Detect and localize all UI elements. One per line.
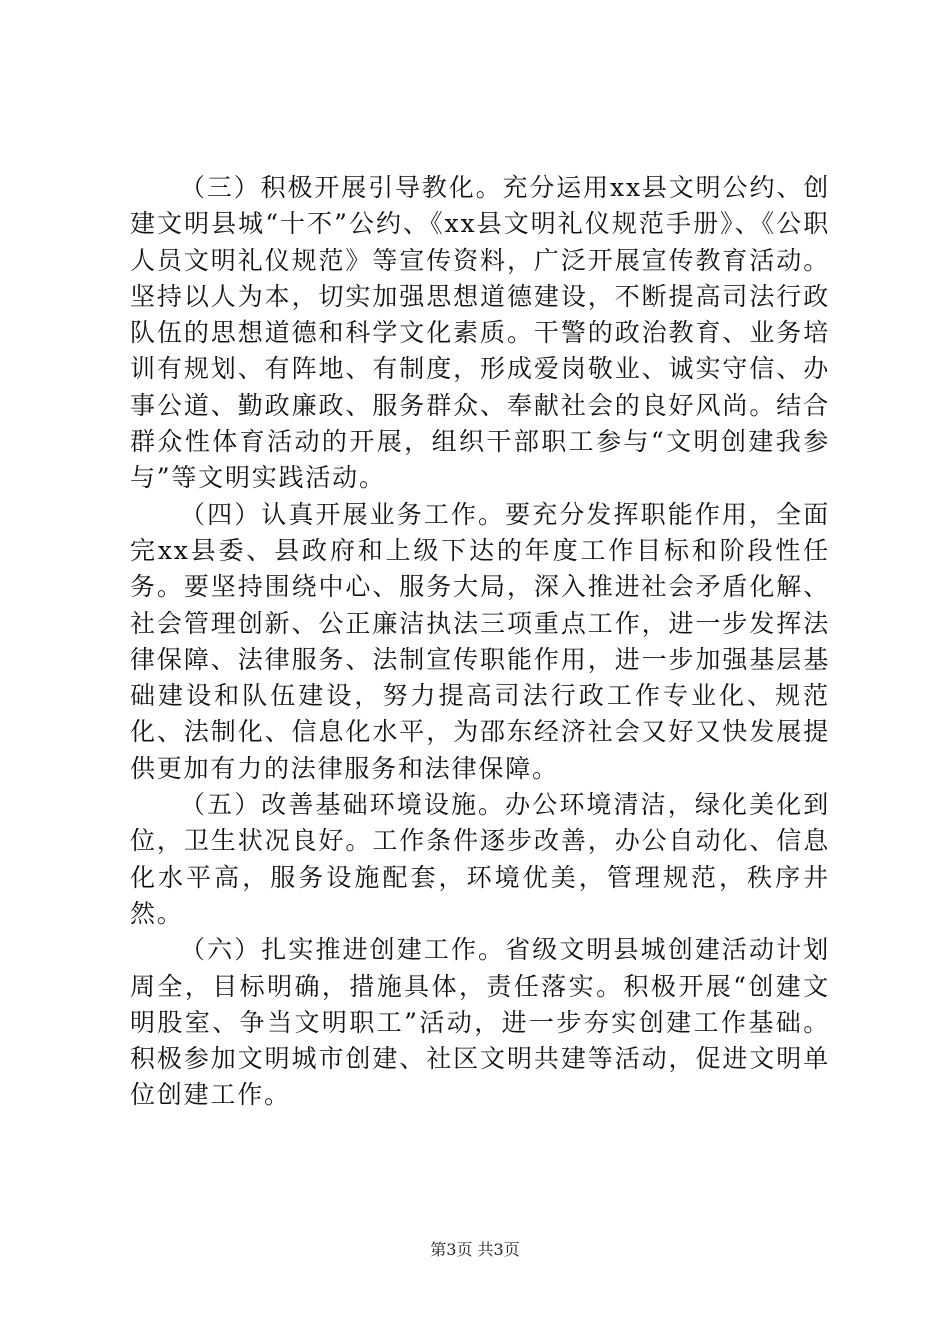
document-body <box>130 170 830 1114</box>
paragraph-section-6: （六）扎实推进创建工作。省级文明县城创建活动计划周全，目标明确，措施具体，责任落实。积极开展“创建文明股室、争当文明职工”活动，进一步夯实创建工作基础。积极参加文明城市创建、社区文明共建等活动，促进文明单位创建工作。 <box>130 935 830 1110</box>
paragraph-section-5: （五）改善基础环境设施。办公环境清洁，绿化美化到位，卫生状况良好。工作条件逐步改善，办公自动化、信息化水平高，服务设施配套，环境优美，管理规范，秩序井然。 <box>130 790 830 928</box>
paragraph-section-3: （三）积极开展引导教化。充分运用xx县文明公约、创建文明县城“十不”公约、《xx县文明礼仪规范手册》、《公职人员文明礼仪规范》等宣传资料，广泛开展宣传教育活动。坚持以人为本，切实加强思想道德建设，不断提高司法行政队伍的思想道德和科学文化素质。干警的政治教育、业务培训有规划、有阵地、有制度，形成爱岗敬业、诚实守信、办事公道、勤政廉政、服务群众、奉献社会的良好风尚。结合群众性体育活动的开展，组织干部职工参与“文明创建我参与”等文明实践活动。 <box>130 173 830 493</box>
paragraph-section-4: （四）认真开展业务工作。要充分发挥职能作用，全面完xx县委、县政府和上级下达的年度工作目标和阶段性任务。要坚持围绕中心、服务大局，深入推进社会矛盾化解、社会管理创新、公正廉洁执法三项重点工作，进一步发挥法律保障、法律服务、法制宣传职能作用，进一步加强基层基础建设和队伍建设，努力提高司法行政工作专业化、规范化、法制化、信息化水平，为邵东经济社会又好又快发展提供更加有力的法律服务和法律保障。 <box>130 499 830 783</box>
page-footer <box>0 1240 950 1260</box>
page-number-label: 第3页 共3页 <box>430 1240 520 1259</box>
